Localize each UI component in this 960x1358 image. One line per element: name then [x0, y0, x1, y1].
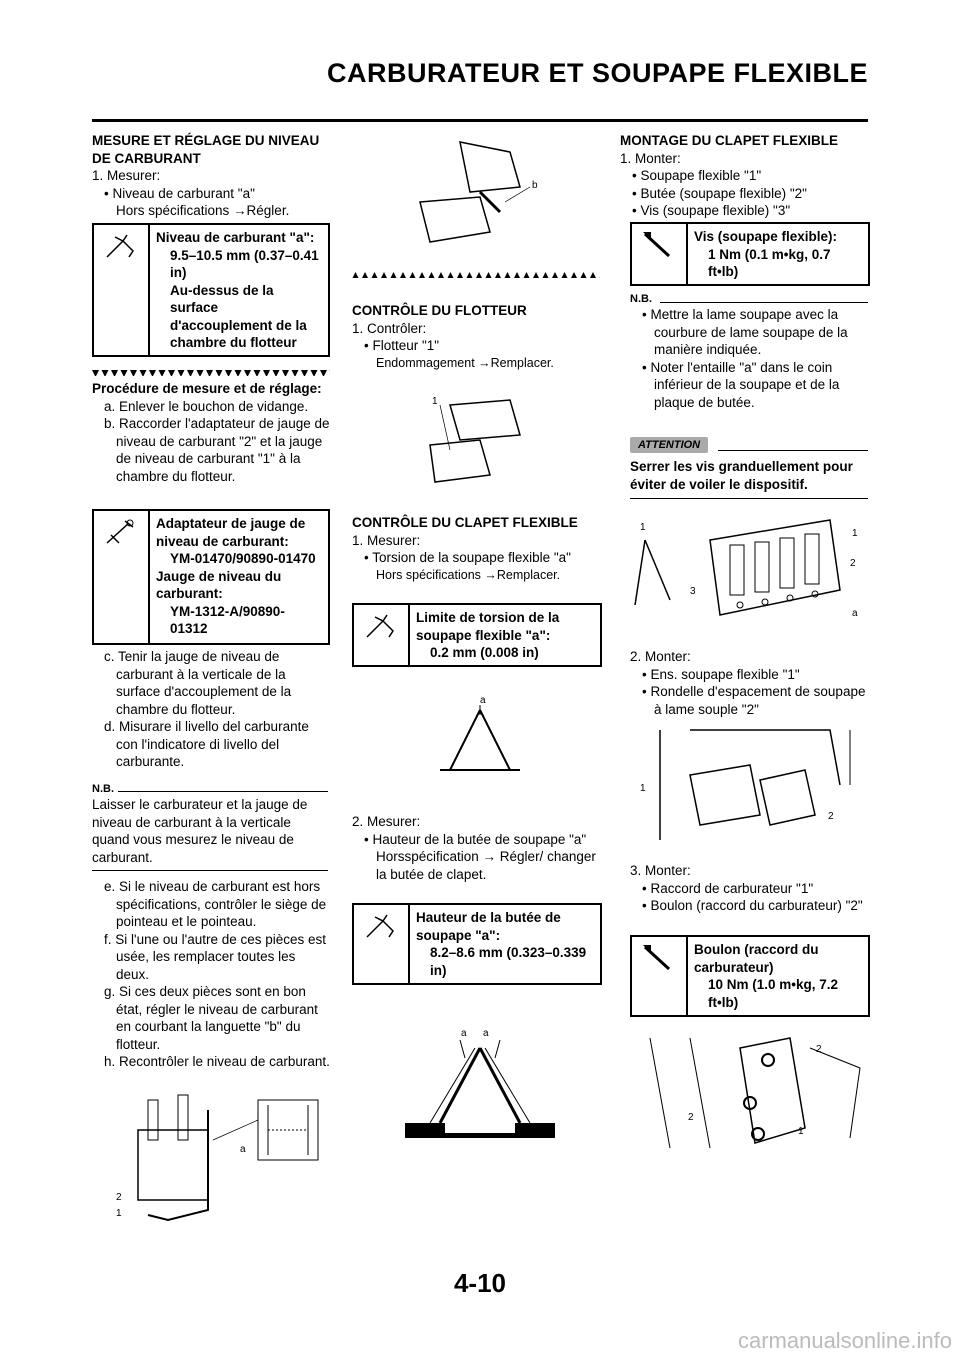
step: 2. Mesurer:: [352, 814, 421, 829]
bullet: • Raccord de carburateur "1": [642, 880, 814, 896]
attention-text: [630, 458, 868, 493]
section-heading: MONTAGE DU CLAPET FLEXIBLE: [620, 133, 838, 148]
spec-value: 0.2 mm (0.008 in): [430, 645, 539, 660]
step: 2. Monter:: [630, 649, 691, 664]
spec-title: Hauteur de la butée de soupape "a":: [416, 910, 561, 943]
procedure-block-3: [92, 878, 330, 1071]
spec-title: Niveau de carburant "a":: [156, 230, 315, 245]
bullet-action: Endommagement →Remplacer.: [376, 355, 554, 370]
reed-valve-assembly-figure: [630, 510, 870, 630]
watermark: carmanualsonline.info: [737, 1328, 952, 1353]
callout-a: a: [461, 1028, 467, 1039]
page-number: 4-10: [453, 1268, 507, 1298]
column-2b: [352, 514, 602, 584]
column-2a: [352, 302, 602, 372]
bullet-action: Hors spécifications →Remplacer.: [376, 567, 561, 582]
note-item: • Mettre la lame soupape avec la courbure de lame soupape de la manière indiquée.: [642, 307, 848, 357]
torque-bolt-icon: [632, 224, 688, 284]
callout-2: 2: [816, 1044, 822, 1055]
callout-a: a: [852, 608, 858, 619]
callout-2: 2: [828, 811, 834, 822]
spec-value: 9.5–10.5 mm (0.37–0.41 in): [170, 247, 319, 280]
callout-1: 1: [432, 396, 438, 407]
page-title: CARBURATEUR ET SOUPAPE FLEXIBLE: [326, 58, 868, 88]
procedure-step-a: a. Enlever le bouchon de vidange.: [104, 398, 309, 414]
callout-a: a: [240, 1144, 246, 1155]
callout-1: 1: [798, 1126, 804, 1137]
note-label: N.B.: [630, 293, 652, 305]
column-1: [92, 132, 330, 220]
spec-label: Adaptateur de jauge de niveau de carburant:: [156, 516, 306, 549]
column-3b: [630, 648, 868, 718]
section-heading: CONTRÔLE DU CLAPET FLEXIBLE: [352, 515, 578, 530]
bullet: • Niveau de carburant "a": [104, 185, 255, 201]
callout-2: 2: [850, 558, 856, 569]
procedure-step-e: e. Si le niveau de carburant est hors spécifications, contrôler le siège de pointeau et le pointeau.: [104, 879, 327, 929]
spec-box-gauge: [92, 509, 330, 645]
spec-box-reed-screw: [630, 222, 870, 286]
callout-1: 1: [852, 528, 858, 539]
reed-bend-figure: [430, 695, 530, 785]
attention-badge: ATTENTION: [630, 437, 708, 453]
procedure-step-c: c. Tenir la jauge de niveau de carburant à la verticale de la surface d'accouplement de la chambre du flotteur.: [104, 649, 292, 717]
section-heading: CONTRÔLE DU FLOTTEUR: [352, 303, 527, 318]
callout-1: 1: [640, 522, 646, 533]
note-label: N.B.: [92, 783, 114, 795]
bullet: • Torsion de la soupape flexible "a": [364, 550, 571, 565]
procedure-end-marker: [352, 268, 600, 278]
carburetor-joint-figure: [630, 1028, 870, 1158]
spec-value: 1 Nm (0.1 m•kg, 0.7 ft•lb): [708, 246, 831, 279]
spec-title: Limite de torsion de la soupape flexible "a":: [416, 610, 560, 643]
fuel-level-gauge-figure: [108, 1090, 330, 1230]
spec-box-joint-bolt: [630, 935, 870, 1017]
step: 3. Monter:: [630, 863, 691, 878]
spec-extra: Au-dessus de la surface d'accouplement de la chambre du flotteur: [170, 282, 307, 350]
float-tab-figure: [410, 132, 560, 252]
procedure-start-marker: [92, 366, 330, 376]
stopper-height-figure: [405, 1028, 555, 1148]
callout-1: 1: [116, 1208, 122, 1219]
bullet: • Boulon (raccord du carburateur) "2": [642, 898, 863, 913]
spec-value: 8.2–8.6 mm (0.323–0.339 in): [430, 945, 587, 978]
callout-2: 2: [688, 1112, 694, 1123]
callout-a: a: [480, 695, 486, 706]
note-rule: [660, 302, 868, 303]
spec-label: Jauge de niveau du carburant:: [156, 568, 282, 601]
step: 1. Mesurer:: [92, 168, 161, 183]
procedure-step-h: h. Recontrôler le niveau de carburant.: [104, 1054, 330, 1069]
step: 1. Monter:: [620, 150, 681, 166]
bullet: • Vis (soupape flexible) "3": [632, 203, 791, 218]
procedure-step-b: b. Raccorder l'adaptateur de jauge de niveau de carburant "2" et la jauge de niveau de carburant "1" à la chambre du flotteur.: [104, 416, 330, 484]
procedure-block-2: [92, 648, 330, 771]
bullet: • Ens. soupape flexible "1": [642, 666, 800, 682]
spec-box-fuel-level: [92, 223, 330, 357]
bullet: • Hauteur de la butée de soupape "a": [364, 831, 587, 847]
spec-value: YM-01470/90890-01470: [170, 551, 316, 566]
spec-box-bend-limit: [352, 603, 602, 667]
procedure-heading: Procédure de mesure et de réglage:: [92, 381, 322, 396]
attention-end-rule: [630, 498, 868, 499]
column-2c: [352, 813, 602, 883]
bullet: • Flotteur "1": [364, 338, 440, 353]
callout-3: 3: [690, 586, 696, 597]
callout-b: b: [532, 180, 538, 191]
procedure-step-f: f. Si l'une ou l'autre de ces pièces est usée, les remplacer toutes les deux.: [104, 931, 327, 982]
spec-value: 10 Nm (1.0 m•kg, 7.2 ft•lb): [708, 977, 839, 1010]
title-rule: [92, 119, 868, 122]
callout-a: a: [483, 1028, 489, 1039]
torque-bolt-icon: [632, 937, 688, 1015]
bullet: • Soupape flexible "1": [632, 168, 762, 183]
note-item: • Noter l'entaille "a" dans le coin inférieur de la soupape et de la plaque de butée.: [642, 359, 840, 410]
bullet: • Rondelle d'espacement de soupape à lame souple "2": [642, 684, 866, 717]
column-3c: [630, 862, 868, 915]
bullet: • Butée (soupape flexible) "2": [632, 185, 807, 201]
note-end-rule: [92, 870, 328, 871]
tool-icon: [94, 225, 150, 355]
special-tool-icon: [94, 511, 150, 643]
note-text: [92, 796, 330, 866]
float-figure: [420, 390, 540, 490]
tool-icon: [354, 905, 410, 983]
column-3a: [620, 132, 870, 220]
note-body: Laisser le carburateur et la jauge de niveau de carburant à la verticale quand vous mesurez le niveau de carburant.: [92, 797, 308, 865]
step: 1. Contrôler:: [352, 320, 427, 336]
callout-1: 1: [640, 783, 646, 794]
section-heading: MESURE ET RÉGLAGE DU NIVEAU DE CARBURANT: [92, 133, 320, 166]
spec-title: Vis (soupape flexible):: [694, 229, 838, 244]
spec-box-stopper-height: [352, 903, 602, 985]
note-rule: [118, 791, 328, 792]
reed-valve-install-figure: [630, 725, 870, 845]
callout-2: 2: [116, 1192, 122, 1203]
note-block: [630, 306, 868, 411]
tool-icon: [354, 605, 410, 665]
attention-rule: [718, 450, 868, 451]
procedure-step-d: d. Misurare il livello del carburante con l'indicatore di livello del carburante.: [104, 719, 309, 769]
procedure-block: [92, 380, 330, 485]
attention-body: Serrer les vis granduellement pour éviter de voiler le dispositif.: [630, 459, 853, 492]
spec-title: Boulon (raccord du carburateur): [694, 942, 819, 975]
procedure-step-g: g. Si ces deux pièces sont en bon état, régler le niveau de carburant en courbant la languette "b" du flotteur.: [104, 984, 318, 1052]
step: 1. Mesurer:: [352, 532, 421, 548]
bullet-action: Horsspécification → Régler/ changer la butée de clapet.: [376, 849, 596, 882]
spec-value: YM-1312-A/90890-01312: [170, 603, 285, 636]
bullet-action: Hors spécifications →Régler.: [116, 203, 290, 218]
